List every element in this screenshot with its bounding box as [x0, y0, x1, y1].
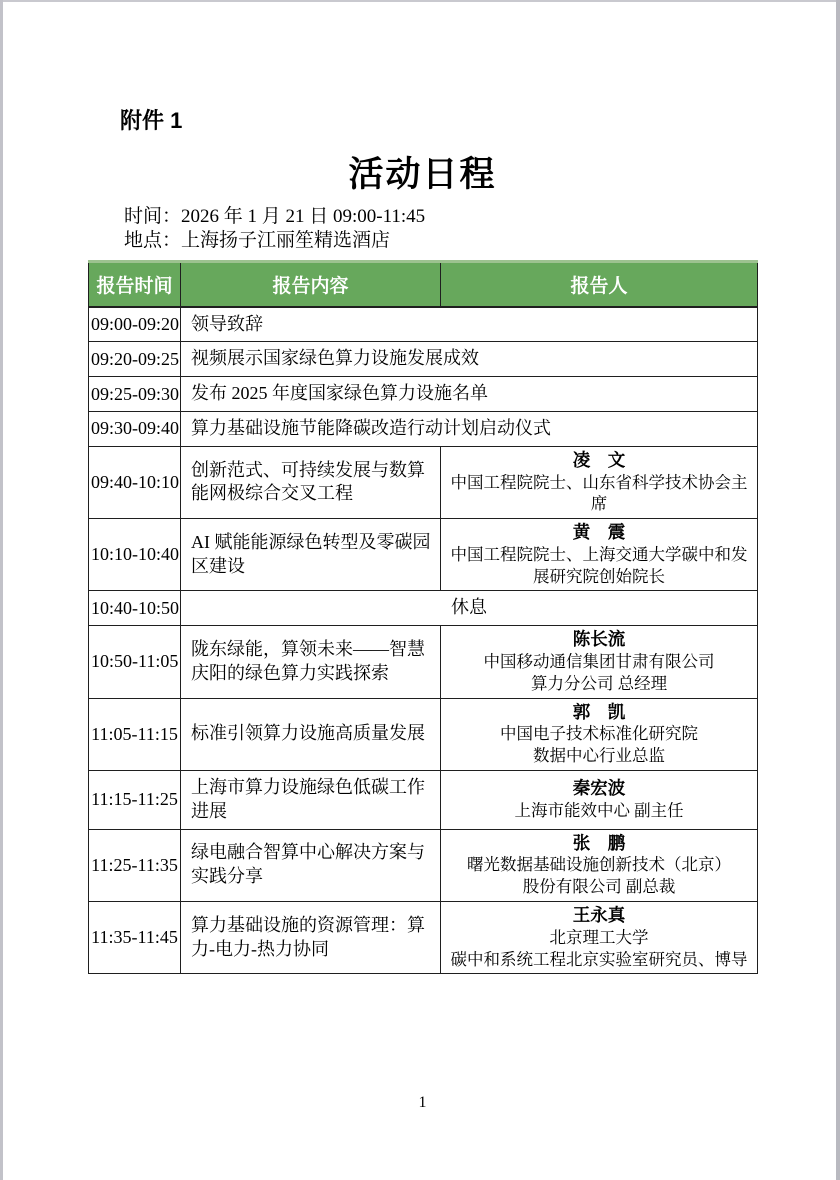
table-row	[89, 342, 758, 377]
speaker-name: 王永真	[572, 904, 626, 925]
report-time-cell: 10:40-10:50	[89, 591, 181, 626]
speaker-title-line: 数据中心行业总监	[533, 746, 665, 766]
report-time-cell: 09:30-09:40	[89, 411, 181, 446]
table-row	[89, 626, 758, 698]
header-report-speaker: 报告人	[441, 261, 758, 307]
header-report-content: 报告内容	[181, 261, 441, 307]
report-speaker-cell	[441, 626, 758, 698]
report-speaker-cell	[441, 698, 758, 770]
table-row	[89, 446, 758, 518]
report-content-cell: 休息	[181, 591, 758, 626]
speaker-title-line: 碳中和系统工程北京实验室研究员、博导	[450, 949, 748, 969]
table-row	[89, 829, 758, 901]
header-report-time: 报告时间	[89, 261, 181, 307]
event-meta	[124, 205, 757, 254]
speaker-name: 秦宏波	[572, 777, 626, 798]
report-speaker-cell	[441, 771, 758, 830]
report-time-cell: 09:20-09:25	[89, 342, 181, 377]
speaker-title-line: 中国电子技术标准化研究院	[500, 724, 698, 744]
report-content-cell: 上海市算力设施绿色低碳工作进展	[181, 771, 441, 830]
report-time-cell: 11:35-11:45	[89, 901, 181, 973]
report-content-cell: AI 赋能能源绿色转型及零碳园区建设	[181, 519, 441, 591]
schedule-table-head	[89, 261, 758, 307]
speaker-name: 陈长流	[572, 629, 626, 650]
report-content-cell: 标准引领算力设施高质量发展	[181, 698, 441, 770]
report-content-cell: 算力基础设施的资源管理：算力-电力-热力协同	[181, 901, 441, 973]
report-time-cell: 09:40-10:10	[89, 446, 181, 518]
report-time-cell: 11:15-11:25	[89, 771, 181, 830]
report-content-cell: 领导致辞	[181, 307, 758, 342]
report-time-cell: 09:25-09:30	[89, 377, 181, 412]
speaker-name: 郭 凯	[572, 701, 626, 722]
table-row	[89, 519, 758, 591]
table-row	[89, 377, 758, 412]
report-time-cell: 10:50-11:05	[89, 626, 181, 698]
speaker-title-line: 中国工程院院士、山东省科学技术协会主席	[450, 472, 748, 514]
report-speaker-cell	[441, 519, 758, 591]
table-row	[89, 411, 758, 446]
report-speaker-cell	[441, 446, 758, 518]
speaker-title-line: 北京理工大学	[549, 927, 649, 947]
event-time-line: 时间：2026 年 1 月 21 日 09:00-11:45	[124, 206, 426, 227]
report-speaker-cell	[441, 829, 758, 901]
report-time-cell: 10:10-10:40	[89, 519, 181, 591]
report-content-cell: 创新范式、可持续发展与数算能网极综合交叉工程	[181, 446, 441, 518]
report-content-cell: 视频展示国家绿色算力设施发展成效	[181, 342, 758, 377]
speaker-title-line: 中国工程院院士、上海交通大学碳中和发展研究院创始院长	[450, 544, 748, 586]
speaker-title-line: 曙光数据基础设施创新技术（北京）	[467, 855, 731, 875]
table-row	[89, 591, 758, 626]
speaker-name: 凌 文	[572, 449, 626, 470]
speaker-name: 张 鹏	[572, 832, 626, 853]
report-time-cell: 09:00-09:20	[89, 307, 181, 342]
header-row	[89, 261, 758, 307]
speaker-title-line: 中国移动通信集团甘肃有限公司	[483, 652, 715, 672]
attachment-label: 附件 1	[120, 108, 183, 133]
page-right-edge	[836, 0, 840, 1180]
report-content-cell: 发布 2025 年度国家绿色算力设施名单	[181, 377, 758, 412]
speaker-title-line: 股份有限公司 副总裁	[522, 877, 676, 897]
table-row	[89, 771, 758, 830]
table-row	[89, 901, 758, 973]
speaker-title-line: 上海市能效中心 副主任	[514, 800, 684, 820]
report-speaker-cell	[441, 901, 758, 973]
report-content-cell: 算力基础设施节能降碳改造行动计划启动仪式	[181, 411, 758, 446]
report-content-cell: 陇东绿能，算领未来——智慧庆阳的绿色算力实践探索	[181, 626, 441, 698]
schedule-table	[88, 260, 758, 975]
page-left-edge	[0, 0, 3, 1180]
page-title: 活动日程	[348, 154, 497, 195]
page-content	[88, 0, 757, 974]
speaker-name: 黄 震	[572, 522, 626, 543]
speaker-title-line: 算力分公司 总经理	[530, 673, 668, 693]
page-number: 1	[418, 1094, 427, 1111]
event-location-line: 地点：上海扬子江丽笙精选酒店	[124, 230, 391, 252]
report-time-cell: 11:05-11:15	[89, 698, 181, 770]
table-row	[89, 698, 758, 770]
table-row	[89, 307, 758, 342]
schedule-table-body	[89, 307, 758, 974]
report-content-cell: 绿电融合智算中心解决方案与实践分享	[181, 829, 441, 901]
report-time-cell: 11:25-11:35	[89, 829, 181, 901]
